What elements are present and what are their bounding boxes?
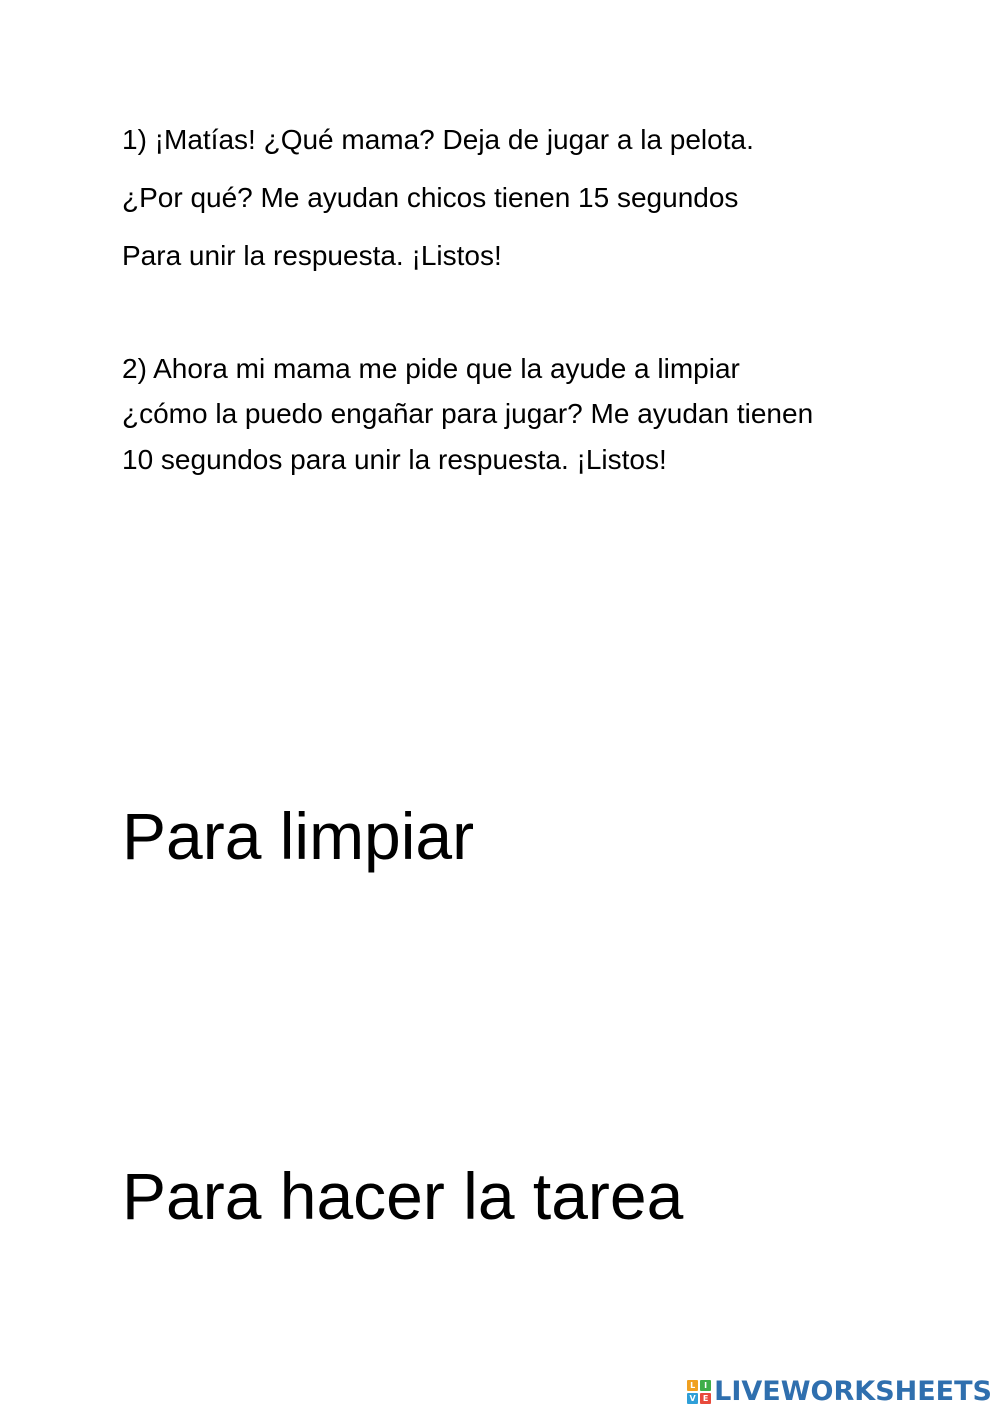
liveworksheets-logo [687, 1376, 992, 1407]
logo-text: LIVEWORKSHEETS [714, 1376, 992, 1407]
question-1-line-2: ¿Por qué? Me ayudan chicos tienen 15 segundos [122, 182, 739, 213]
question-2-line-1: 2) Ahora mi mama me pide que la ayude a limpiar [122, 353, 740, 384]
question-2-line-2: ¿cómo la puedo engañar para jugar? Me ayudan tienen [122, 398, 814, 429]
logo-letter-l: L [687, 1380, 698, 1391]
logo-letter-i: I [700, 1380, 711, 1391]
answer-option-para-hacer-la-tarea[interactable]: Para hacer la tarea [122, 1159, 684, 1233]
logo-grid-icon [687, 1380, 711, 1404]
question-2-line-3: 10 segundos para unir la respuesta. ¡Listos! [122, 444, 667, 475]
answer-option-para-limpiar[interactable]: Para limpiar [122, 799, 475, 873]
logo-letter-v: V [687, 1393, 698, 1404]
question-1-line-1: 1) ¡Matías! ¿Qué mama? Deja de jugar a la pelota. [122, 124, 754, 155]
question-1-line-3: Para unir la respuesta. ¡Listos! [122, 240, 502, 271]
logo-letter-e: E [700, 1393, 711, 1404]
